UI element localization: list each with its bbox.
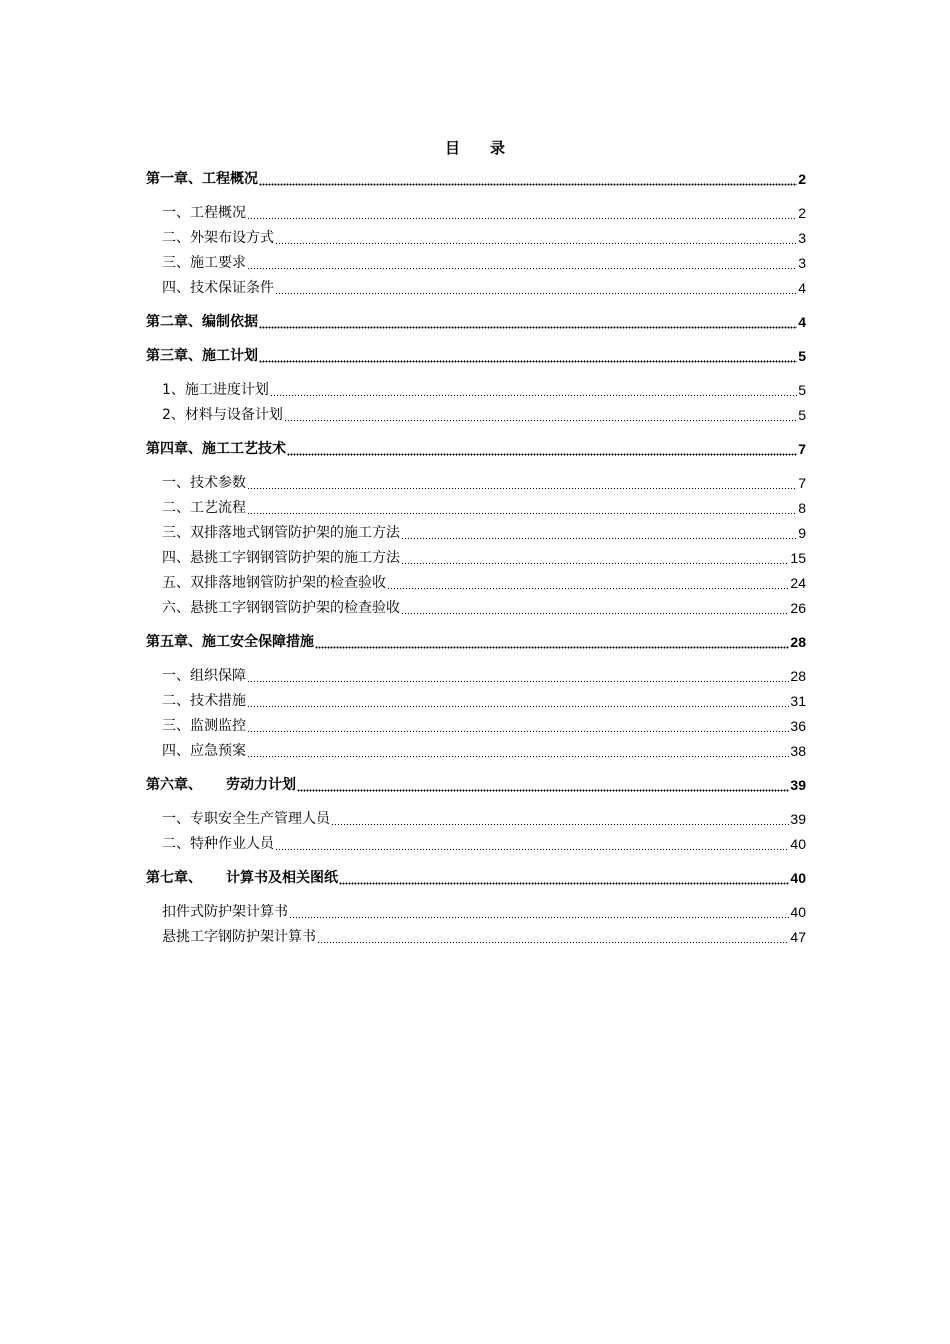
- toc-section-entry[interactable]: [146, 810, 806, 829]
- toc-entry-label-text: 扣件式防护架计算书: [162, 904, 288, 920]
- toc-entry-label: [162, 599, 400, 618]
- toc-section-entry[interactable]: [146, 204, 806, 223]
- dot-leader: [247, 677, 789, 683]
- toc-entry-label-text: 1、施工进度计划: [162, 382, 269, 398]
- dot-leader: [387, 584, 789, 590]
- dot-leader: [297, 786, 789, 792]
- toc-page-number: 28: [790, 668, 806, 684]
- toc-entry-label: [162, 903, 288, 922]
- toc-entry-label: [162, 406, 283, 425]
- dot-leader: [247, 752, 789, 758]
- toc-page-number: 31: [790, 693, 806, 709]
- toc-entry-label: [162, 835, 274, 854]
- dot-leader: [401, 559, 789, 565]
- toc-entry-label: [162, 549, 400, 568]
- toc-section-entry[interactable]: [146, 549, 806, 568]
- toc-entry-label-text: 一、技术参数: [162, 475, 246, 491]
- toc-entry-label-text: 第五章、施工安全保障措施: [146, 634, 314, 650]
- dot-leader: [315, 643, 789, 649]
- toc-section-entry[interactable]: [146, 667, 806, 686]
- toc-entry-label-text: 一、专职安全生产管理人员: [162, 811, 330, 827]
- toc-chapter-entry[interactable]: [146, 633, 806, 652]
- toc-entry-label: [146, 347, 258, 366]
- dot-leader: [275, 289, 797, 295]
- toc-section-entry[interactable]: [146, 835, 806, 854]
- toc-page-number: 38: [790, 743, 806, 759]
- toc-section-entry[interactable]: [146, 406, 806, 425]
- dot-leader: [247, 214, 797, 220]
- toc-title: 目录: [444, 139, 535, 157]
- toc-section-entry[interactable]: [146, 229, 806, 248]
- toc-page-number: 28: [790, 634, 806, 650]
- toc-page-number: 9: [798, 525, 806, 541]
- toc-page-number: 2: [798, 171, 806, 187]
- toc-section-entry[interactable]: [146, 279, 806, 298]
- toc-entry-label-text: 悬挑工字钢防护架计算书: [162, 929, 316, 945]
- toc-entry-label-text: 第六章、: [146, 777, 202, 793]
- toc-entry-label: [146, 633, 314, 652]
- toc-entry-label: [162, 499, 246, 518]
- dot-leader: [259, 323, 797, 329]
- toc-entry-label-text: 劳动力计划: [226, 777, 296, 793]
- toc-entry-label: [162, 810, 330, 829]
- toc-entry-label: [162, 524, 400, 543]
- toc-section-entry[interactable]: [146, 524, 806, 543]
- toc-page-number: 3: [798, 255, 806, 271]
- dot-leader: [284, 416, 797, 422]
- toc-section-entry[interactable]: [146, 574, 806, 593]
- toc-page-number: 40: [790, 836, 806, 852]
- dot-leader: [247, 484, 797, 490]
- toc-entry-label: [162, 574, 386, 593]
- toc-entry-label-text: 第三章、施工计划: [146, 348, 258, 364]
- toc-entry-label-text: 一、工程概况: [162, 205, 246, 221]
- toc-page-number: 5: [798, 407, 806, 423]
- toc-page-number: 15: [790, 550, 806, 566]
- toc-entry-label: [162, 742, 246, 761]
- toc-entry-label: [146, 313, 258, 332]
- toc-section-entry[interactable]: [146, 599, 806, 618]
- dot-leader: [259, 357, 797, 363]
- toc-entry-label-text: 第四章、施工工艺技术: [146, 441, 286, 457]
- toc-section-entry[interactable]: [146, 381, 806, 400]
- dot-leader: [275, 845, 789, 851]
- toc-chapter-entry[interactable]: [146, 869, 806, 888]
- toc-page-number: 24: [790, 575, 806, 591]
- toc-entry-label-text: 四、悬挑工字钢钢管防护架的施工方法: [162, 550, 400, 566]
- dot-leader: [401, 609, 789, 615]
- toc-entry-label-text: 二、工艺流程: [162, 500, 246, 516]
- dot-leader: [331, 820, 789, 826]
- toc-section-entry[interactable]: [146, 928, 806, 947]
- toc-entry-label: [162, 229, 274, 248]
- toc-entry-label-text: 计算书及相关图纸: [226, 870, 338, 886]
- toc-entry-label: [162, 204, 246, 223]
- dot-leader: [275, 239, 797, 245]
- toc-entry-label-text: 二、外架布设方式: [162, 230, 274, 246]
- toc-entry-label-text: 二、特种作业人员: [162, 836, 274, 852]
- dot-leader: [247, 702, 789, 708]
- toc-entry-label-text: 第一章、工程概况: [146, 171, 258, 187]
- toc-page-number: 8: [798, 500, 806, 516]
- toc-chapter-entry[interactable]: [146, 313, 806, 332]
- toc-entry-label: [146, 869, 338, 888]
- toc-page-number: 39: [790, 777, 806, 793]
- toc-entry-label: [146, 440, 286, 459]
- toc-entry-label: [162, 692, 246, 711]
- toc-entry-label: [162, 928, 316, 947]
- toc-entry-label-text: 第七章、: [146, 870, 202, 886]
- toc-section-entry[interactable]: [146, 903, 806, 922]
- toc-entry-label-text: 第二章、编制依据: [146, 314, 258, 330]
- toc-page-number: 47: [790, 929, 806, 945]
- toc-section-entry[interactable]: [146, 499, 806, 518]
- toc-entry-label: [162, 474, 246, 493]
- toc-entry-label-text: 四、应急预案: [162, 743, 246, 759]
- dot-leader: [247, 727, 789, 733]
- dot-leader: [289, 913, 789, 919]
- toc-entry-label-text: 三、监测监控: [162, 718, 246, 734]
- toc-section-entry[interactable]: [146, 742, 806, 761]
- toc-page-number: 5: [798, 382, 806, 398]
- toc-page-number: 36: [790, 718, 806, 734]
- dot-leader: [401, 534, 797, 540]
- toc-entry-label-text: 六、悬挑工字钢钢管防护架的检查验收: [162, 600, 400, 616]
- toc-entry-label-text: 四、技术保证条件: [162, 280, 274, 296]
- toc-entry-label-text: 五、双排落地钢管防护架的检查验收: [162, 575, 386, 591]
- toc-entry-label: [162, 717, 246, 736]
- toc-page-number: 7: [798, 441, 806, 457]
- toc-page-number: 7: [798, 475, 806, 491]
- toc-page-number: 5: [798, 348, 806, 364]
- dot-leader: [270, 391, 797, 397]
- toc-page-number: 40: [790, 870, 806, 886]
- table-of-contents: [146, 170, 806, 947]
- toc-entry-label-text: 三、施工要求: [162, 255, 246, 271]
- toc-section-entry[interactable]: [146, 717, 806, 736]
- toc-chapter-entry[interactable]: [146, 347, 806, 366]
- toc-page-number: 3: [798, 230, 806, 246]
- toc-entry-label-text: 三、双排落地式钢管防护架的施工方法: [162, 525, 400, 541]
- toc-page-number: 4: [798, 314, 806, 330]
- toc-section-entry[interactable]: [146, 692, 806, 711]
- toc-entry-label: [162, 667, 246, 686]
- dot-leader: [317, 938, 789, 944]
- toc-chapter-entry[interactable]: [146, 170, 806, 189]
- toc-entry-label: [162, 254, 246, 273]
- dot-leader: [247, 509, 797, 515]
- toc-entry-label-text: 2、材料与设备计划: [162, 407, 283, 423]
- dot-leader: [287, 450, 797, 456]
- dot-leader: [259, 180, 797, 186]
- toc-page-number: 40: [790, 904, 806, 920]
- toc-page-number: 4: [798, 280, 806, 296]
- toc-page-number: 2: [798, 205, 806, 221]
- dot-leader: [339, 879, 789, 885]
- toc-entry-label: [162, 279, 274, 298]
- toc-entry-label: [162, 381, 269, 400]
- toc-entry-label: [146, 170, 258, 189]
- toc-chapter-entry[interactable]: [146, 776, 806, 795]
- toc-page-number: 39: [790, 811, 806, 827]
- toc-page-number: 26: [790, 600, 806, 616]
- toc-chapter-entry[interactable]: [146, 440, 806, 459]
- toc-section-entry[interactable]: [146, 474, 806, 493]
- toc-section-entry[interactable]: [146, 254, 806, 273]
- toc-entry-label-text: 一、组织保障: [162, 668, 246, 684]
- dot-leader: [247, 264, 797, 270]
- toc-entry-label-text: 二、技术措施: [162, 693, 246, 709]
- toc-entry-label: [146, 776, 296, 795]
